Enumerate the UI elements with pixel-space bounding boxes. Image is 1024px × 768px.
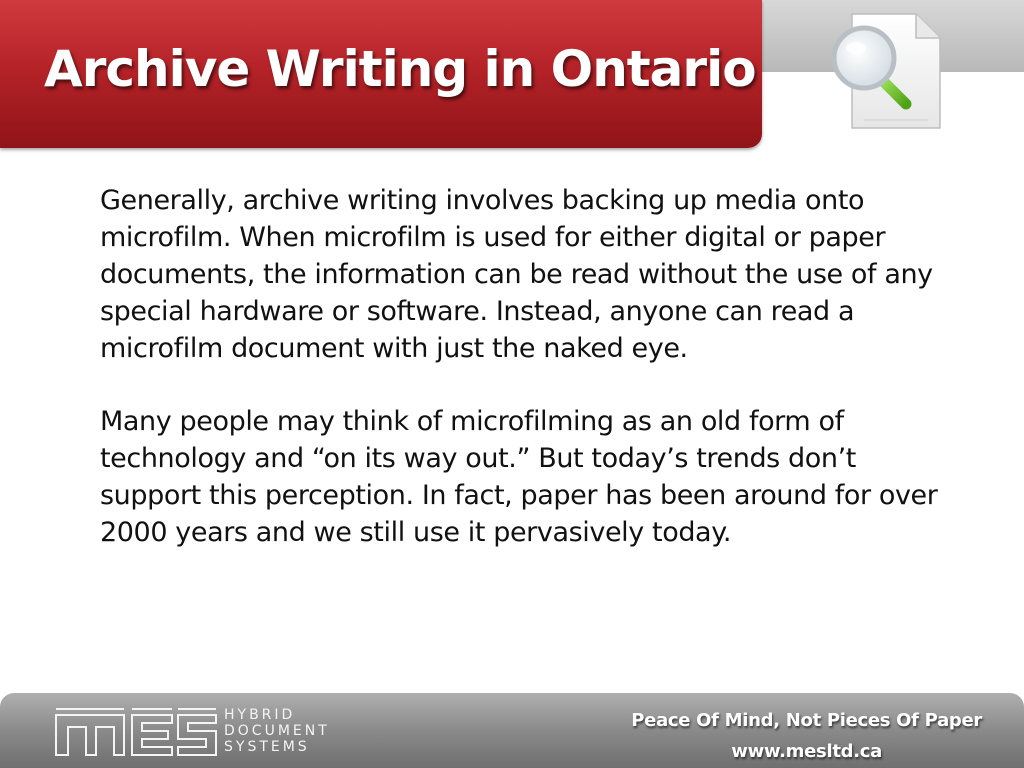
logo-text-systems: SYSTEMS bbox=[224, 739, 310, 755]
mes-logo-mark bbox=[54, 705, 218, 757]
footer-tagline-block bbox=[631, 705, 982, 767]
document-magnifier-icon bbox=[820, 8, 950, 136]
title-banner bbox=[0, 0, 762, 148]
footer-bar bbox=[0, 693, 1024, 768]
footer-website-link[interactable]: www.mesltd.ca bbox=[731, 741, 882, 762]
footer-tagline: Peace Of Mind, Not Pieces Of Paper bbox=[631, 710, 982, 731]
slide-body bbox=[100, 182, 960, 587]
company-logo bbox=[54, 705, 354, 757]
body-paragraph-2: Many people may think of microfilming as an old form of technology and “on its way out.” But today’s trends don’t support this perception. In fact, paper has been around for over 2000 years and we still use it pervasively today. bbox=[100, 406, 938, 548]
logo-text-document: DOCUMENT bbox=[224, 723, 330, 739]
slide-title: Archive Writing in Ontario bbox=[44, 40, 756, 98]
logo-text-hybrid: HYBRID bbox=[224, 707, 296, 723]
body-paragraph-1: Generally, archive writing involves backing up media onto microfilm. When microfilm is used for either digital or paper documents, the information can be read without the use of any special hardware or software. Instead, anyone can read a microfilm document with just the naked eye. bbox=[100, 185, 933, 364]
